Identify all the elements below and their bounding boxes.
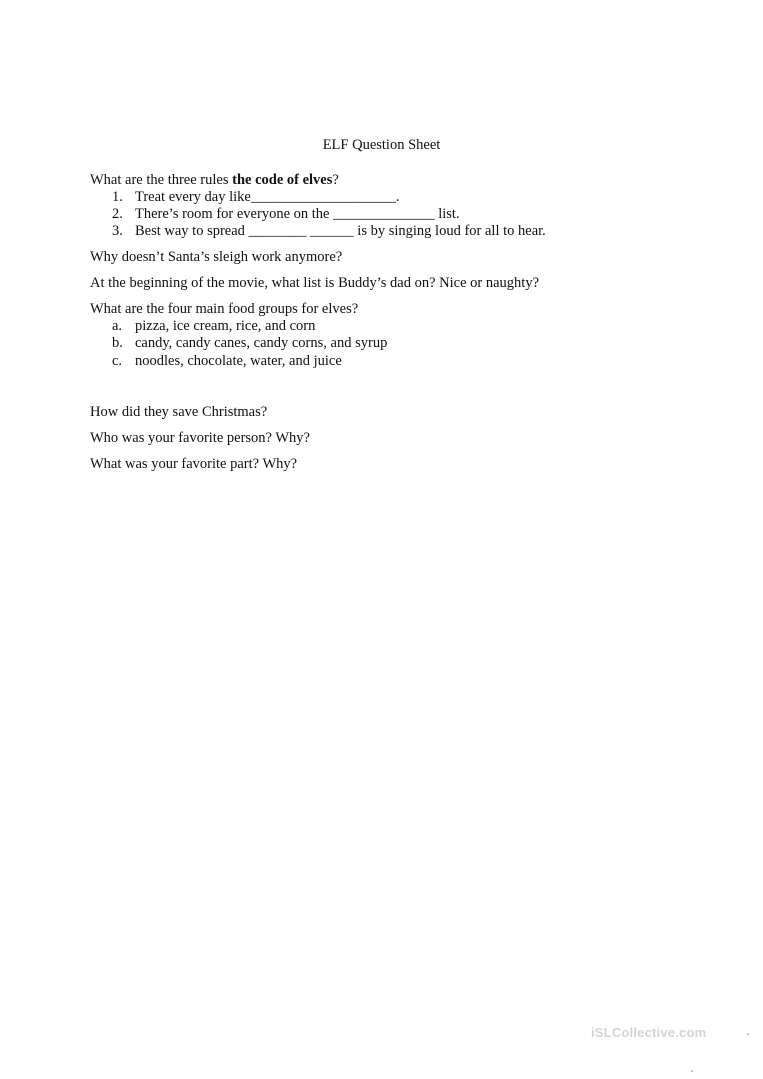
rule-number: 1. xyxy=(112,189,123,205)
rule-item-1 xyxy=(112,188,399,206)
rule-text: Treat every day like____________________. xyxy=(135,189,400,205)
rule-text: Best way to spread ________ ______ is by singing loud for all to hear. xyxy=(135,223,546,239)
rule-item-2 xyxy=(112,205,460,223)
question-food-groups: What are the four main food groups for elves? xyxy=(90,301,359,317)
food-option-b xyxy=(112,334,387,352)
question-sleigh: Why doesn’t Santa’s sleigh work anymore? xyxy=(90,249,343,265)
option-text: candy, candy canes, candy corns, and syrup xyxy=(135,335,388,351)
question-favorite-person: Who was your favorite person? Why? xyxy=(90,430,310,446)
question-buddys-dad: At the beginning of the movie, what list is Buddy’s dad on? Nice or naughty? xyxy=(90,275,540,291)
option-letter: a. xyxy=(112,318,123,334)
watermark-dot xyxy=(691,1070,693,1072)
rule-text: There’s room for everyone on the ______________ list. xyxy=(135,206,460,222)
food-option-a xyxy=(112,317,315,335)
question-bold-phrase: the code of elves xyxy=(232,172,333,188)
question-save-christmas: How did they save Christmas? xyxy=(90,404,268,420)
watermark-dot xyxy=(747,1033,749,1035)
question-favorite-part: What was your favorite part? Why? xyxy=(90,456,298,472)
rule-number: 2. xyxy=(112,206,123,222)
food-option-c xyxy=(112,352,342,370)
rule-item-3 xyxy=(112,222,546,240)
worksheet-title: ELF Question Sheet xyxy=(322,137,441,153)
question-code-of-elves xyxy=(90,171,339,189)
option-letter: c. xyxy=(112,353,123,369)
option-text: noodles, chocolate, water, and juice xyxy=(135,353,342,369)
question-suffix: ? xyxy=(332,172,339,188)
option-text: pizza, ice cream, rice, and corn xyxy=(135,318,316,334)
option-letter: b. xyxy=(112,335,123,351)
question-prefix: What are the three rules xyxy=(90,172,233,188)
watermark-logo: iSLCollective.com xyxy=(591,1025,707,1040)
rule-number: 3. xyxy=(112,223,123,239)
